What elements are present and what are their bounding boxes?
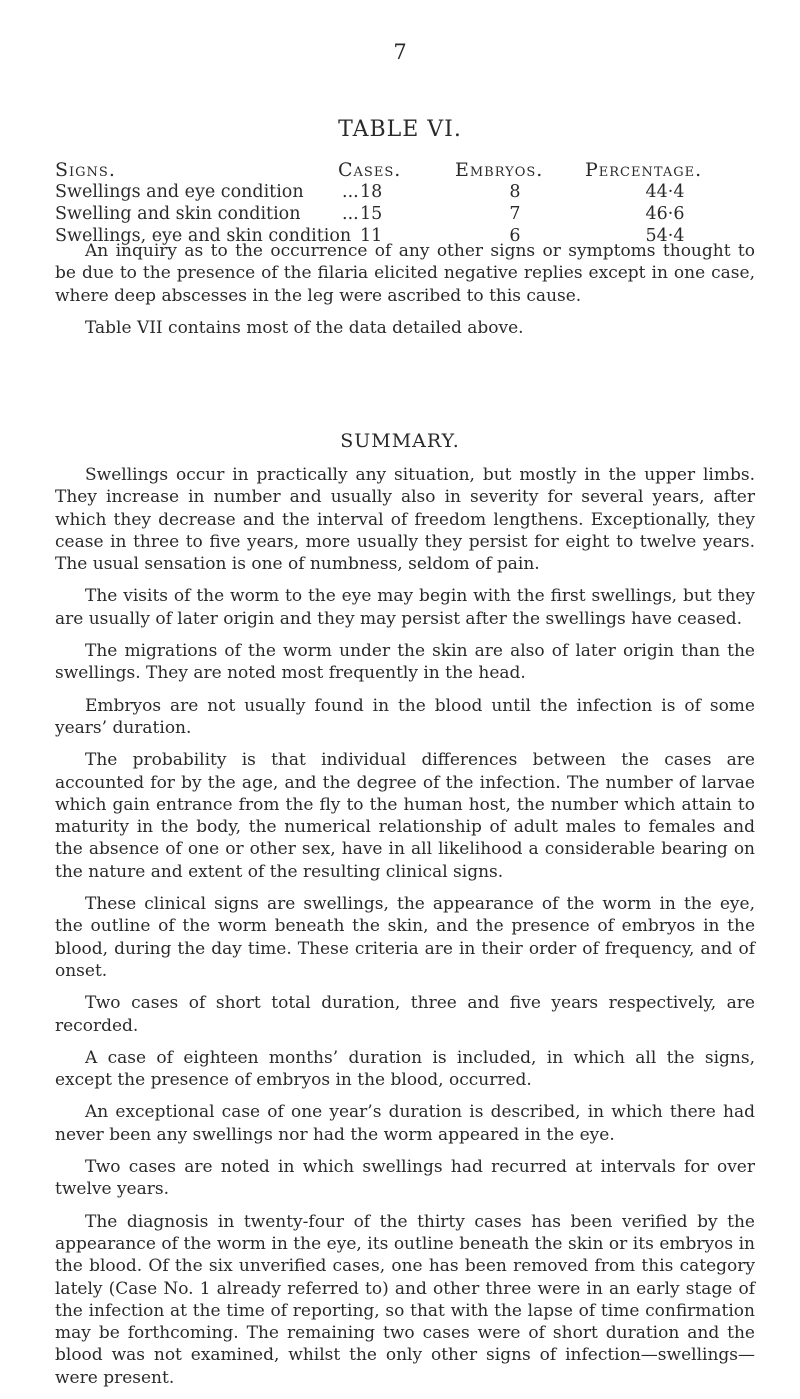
row-sign: Swellings and eye condition — [55, 182, 304, 202]
row-cases: 15 — [360, 204, 383, 224]
table-title: TABLE VI. — [338, 117, 462, 142]
paragraph: These clinical signs are swellings, the appearance of the worm in the eye, the outline of the worm beneath the skin, and the presence of embryos in the blood, during the day time. These criteria are in their order of frequency, and of onset. — [55, 894, 755, 981]
row-leader-dots: ... — [342, 182, 359, 202]
summary-heading: SUMMARY. — [340, 430, 460, 452]
table-row — [55, 203, 755, 225]
paragraph: An exceptional case of one year’s duration is described, in which there had never been any swellings nor had the worm appeared in the eye. — [55, 1102, 755, 1145]
paragraph: The visits of the worm to the eye may begin with the first swellings, but they are usually of later origin and they may persist after the swellings have ceased. — [55, 586, 755, 629]
row-cases: 11 — [360, 226, 383, 246]
row-leader-dots: ... — [342, 204, 359, 224]
header-signs: Signs. — [55, 159, 116, 181]
row-percentage: 46·6 — [645, 204, 685, 224]
table-header-row — [55, 159, 755, 181]
row-embryos: 6 — [509, 226, 521, 246]
paragraph: Embryos are not usually found in the blood until the infection is of some years’ duration. — [55, 695, 755, 738]
paragraph: The diagnosis in twenty-four of the thirty cases has been verified by the appearance of the worm in the eye, its outline beneath the skin or its embryos in the blood. Of the six unverified cases, one has been removed from this category lately (Case No. 1 already referred to) and other three were in an early stage of the infection at the time of reporting, so that with the lapse of time confirmation may be forthcoming. The remaining two cases were of short duration and the blood was not examined, whilst the only other signs of infection—swellings—were present. — [55, 1211, 755, 1388]
summary-text — [55, 464, 755, 1399]
table-row — [55, 181, 755, 203]
header-cases: Cases. — [338, 159, 402, 181]
row-percentage: 54·4 — [645, 226, 685, 246]
paragraph: Two cases of short total duration, three and five years respectively, are recorded. — [55, 993, 755, 1036]
row-embryos: 8 — [509, 182, 521, 202]
row-embryos: 7 — [509, 204, 521, 224]
signs-table — [55, 159, 755, 247]
paragraph: Two cases are noted in which swellings had recurred at intervals for over twelve years. — [55, 1157, 755, 1200]
paragraph: The migrations of the worm under the skin are also of later origin than the swellings. They are noted most frequently in the head. — [55, 641, 755, 684]
paragraph: Table VII contains most of the data detailed above. — [85, 317, 524, 338]
row-sign: Swelling and skin condition — [55, 204, 301, 224]
header-embryos: Embryos. — [455, 159, 544, 181]
row-sign: Swellings, eye and skin condition — [55, 226, 352, 246]
row-cases: 18 — [360, 182, 383, 202]
header-percentage: Percentage. — [585, 159, 703, 181]
row-percentage: 44·4 — [645, 182, 685, 202]
paragraph: An inquiry as to the occurrence of any other signs or symptoms thought to be due to the presence of the filaria elicited negative replies except in one case, where deep abscesses in the leg were ascribed to this cause. — [55, 241, 755, 306]
paragraph: Swellings occur in practically any situation, but mostly in the upper limbs. They increase in number and usually also in severity for several years, after which they decrease and the interval of freedom lengthens. Exceptionally, they cease in three to five years, more usually they persist for eight to twelve years. The usual sensation is one of numbness, seldom of pain. — [55, 465, 755, 575]
intro-text — [55, 240, 755, 349]
paragraph: A case of eighteen months’ duration is included, in which all the signs, except the presence of embryos in the blood, occurred. — [55, 1047, 755, 1091]
paragraph: The probability is that individual differences between the cases are accounted for by the age, and the degree of the infection. The number of larvae which gain entrance from the fly to the human host, the number which attain to maturity in the body, the numerical relationship of adult males to females and the absence of one or other sex, have in all likelihood a considerable bearing on the nature and extent of the resulting clinical signs. — [55, 750, 755, 882]
page-number: 7 — [393, 40, 407, 64]
